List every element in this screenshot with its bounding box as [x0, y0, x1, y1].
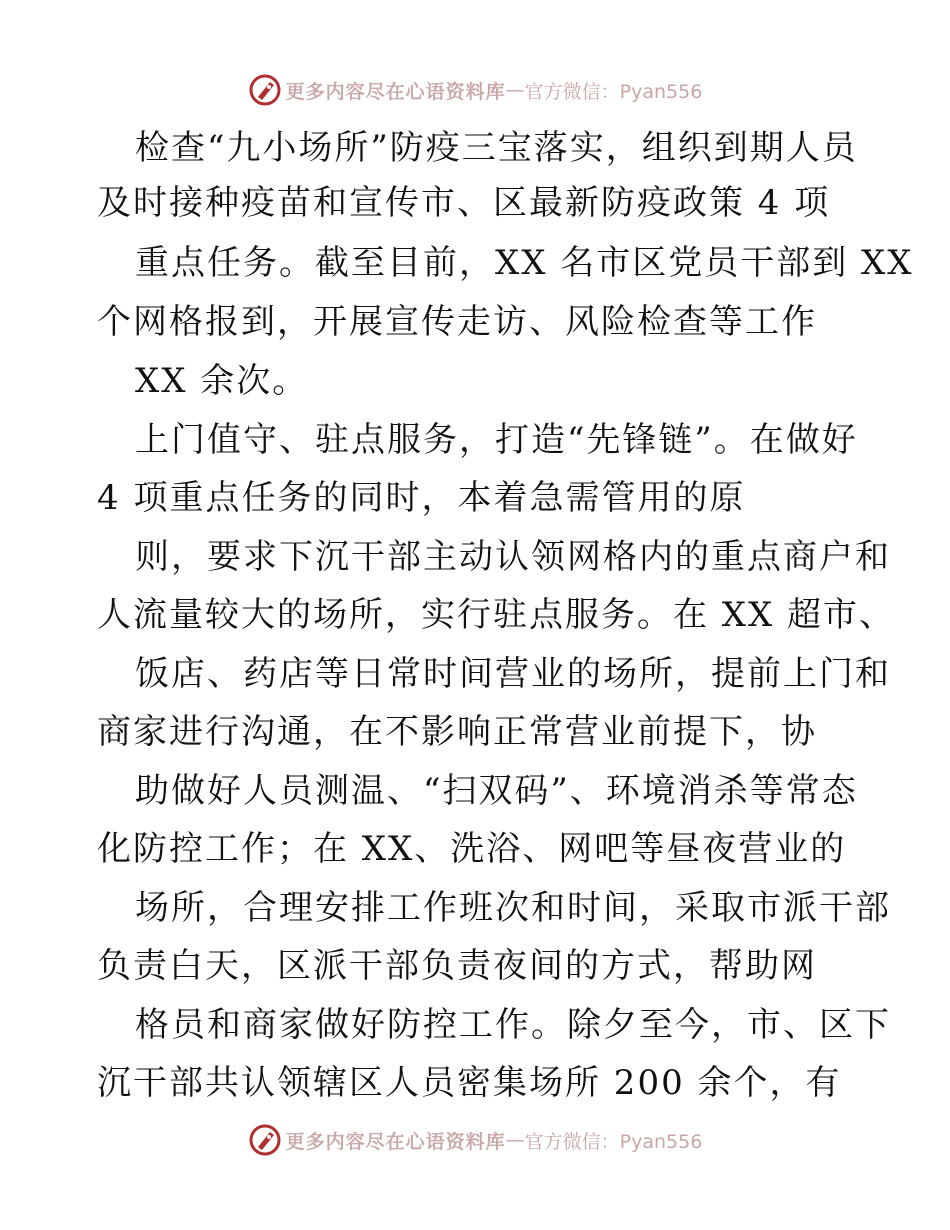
watermark-brand: 更多内容尽在心语资料库	[285, 80, 506, 103]
text-line: 助做好人员测温、“扫双码”、环境消杀等常态	[135, 771, 858, 811]
header-watermark	[0, 70, 950, 110]
pen-nib-logo-icon	[248, 73, 282, 107]
text-line: 格员和商家做好防控工作。除夕至今，市、区下	[135, 1005, 891, 1045]
watermark-wechat: 官方微信：Pyan556	[524, 80, 703, 103]
text-line: 人流量较大的场所，实行驻点服务。在 XX 超市、	[97, 595, 896, 635]
text-line: 场所，合理安排工作班次和时间，采取市派干部	[135, 888, 891, 928]
text-line: 沉干部共认领辖区人员密集场所 200 余个，有	[97, 1063, 842, 1103]
text-line: 化防控工作；在 XX、洗浴、网吧等昼夜营业的	[97, 829, 847, 869]
text-line: 上门值守、驻点服务，打造“先锋链”。在做好	[135, 420, 858, 460]
pen-nib-logo-icon	[248, 1123, 282, 1157]
text-line: 检查“九小场所”防疫三宝落实，组织到期人员	[135, 128, 858, 168]
text-line: 4 项重点任务的同时，本着急需管用的原	[97, 478, 746, 518]
watermark-dash: —	[505, 79, 525, 101]
text-line: 负责白天，区派干部负责夜间的方式，帮助网	[97, 946, 817, 986]
watermark-brand: 更多内容尽在心语资料库	[285, 1130, 506, 1153]
text-line: 则，要求下沉干部主动认领网格内的重点商户和	[135, 537, 891, 577]
text-line: 饭店、药店等日常时间营业的场所，提前上门和	[135, 654, 891, 694]
text-line: 及时接种疫苗和宣传市、区最新防疫政策 4 项	[97, 183, 831, 223]
text-line: 重点任务。截至目前，XX 名市区党员干部到 XX	[135, 243, 914, 283]
text-line: 商家进行沟通，在不影响正常营业前提下，协	[97, 712, 817, 752]
text-line: XX 余次。	[135, 361, 309, 401]
footer-watermark	[0, 1120, 950, 1160]
watermark-dash: —	[505, 1129, 525, 1151]
text-line: 个网格报到，开展宣传走访、风险检查等工作	[97, 302, 817, 342]
watermark-wechat: 官方微信：Pyan556	[524, 1130, 703, 1153]
